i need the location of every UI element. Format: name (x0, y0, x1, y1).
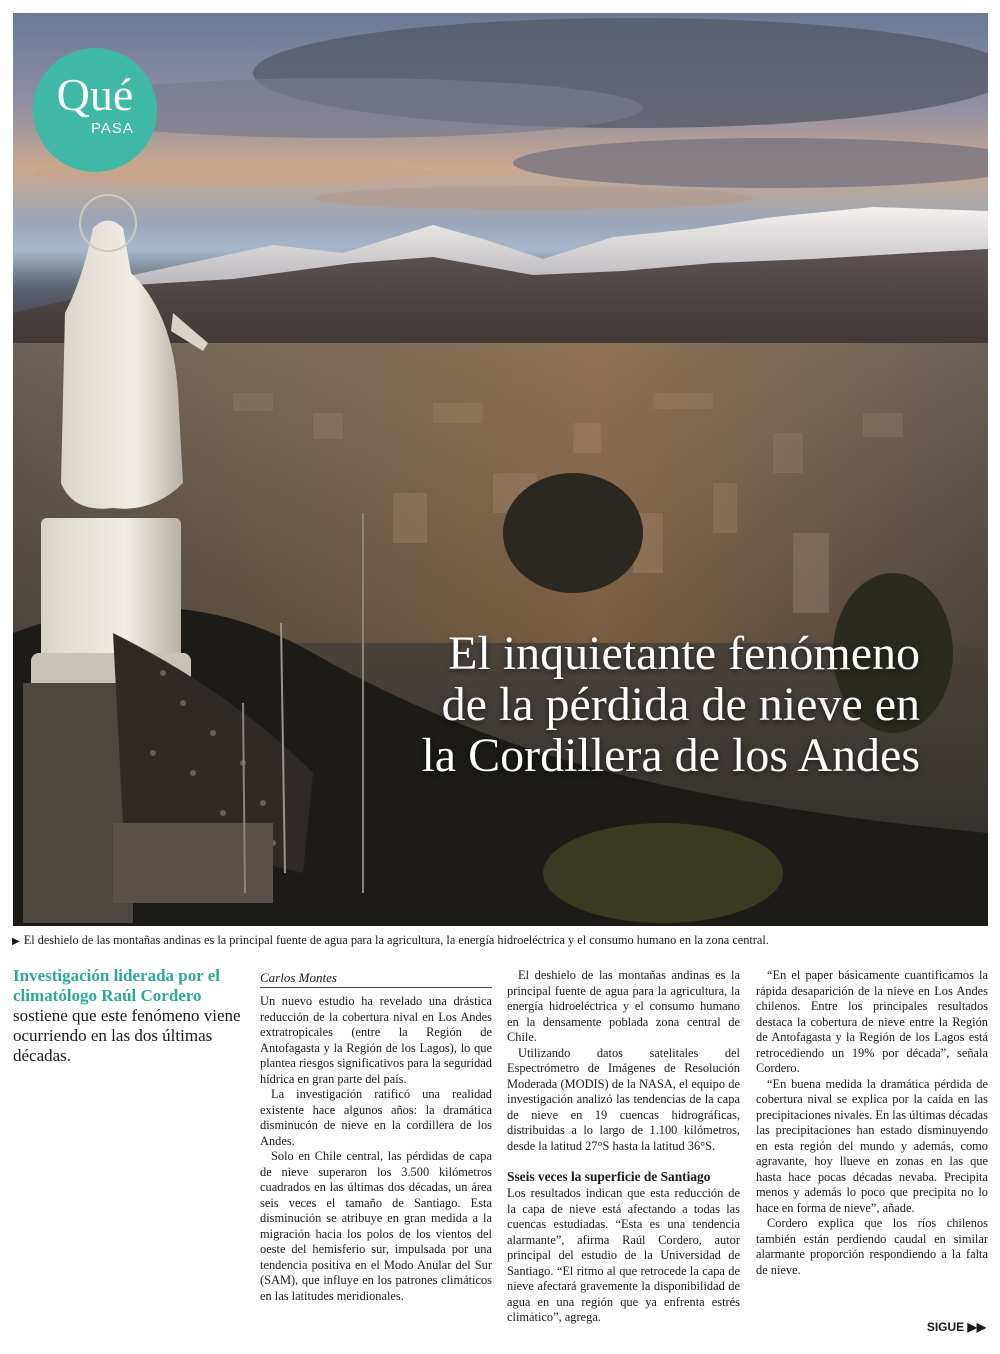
photo-caption (12, 933, 992, 949)
paragraph: Cordero explica que los ríos chilenos también están perdiendo caudal en similar alarmante proporción respondiendo a la falta de nieve. (756, 1216, 988, 1277)
que-pasa-badge (33, 48, 157, 172)
caption-text: El deshielo de las montañas andinas es la principal fuente de agua para la agricultura, la energía hidroeléctrica y el consumo humano en la zona central. (23, 933, 769, 947)
article-column-1 (260, 968, 492, 1304)
intro-lead: Investigación liderada por el climatólogo Raúl Cordero (13, 966, 220, 1005)
hero-photo (13, 13, 988, 926)
caption-arrow-icon: ▶ (12, 936, 20, 947)
headline (280, 628, 920, 781)
paragraph: Los resultados indican que esta reducción de la capa de nieve está afectando a todas las cuencas estudiadas. “Esta es una tendencia alarmante”, afirma Raúl Cordero, autor principal del estudio de la Universidad de Santiago. “El ritmo al que retrocede la capa de nieve afectará gravemente la disponibilidad de agua en una región que ya enfrenta estrés climático”, agrega. (507, 1186, 740, 1324)
paragraph: Un nuevo estudio ha revelado una drástica reducción de la cobertura nival en Los Andes extratropicales (entre la Región de Antofagasta y la Región de los Lagos), lo que plantea riesgos significativos para la seguridad hídrica en gran parte del país. (260, 994, 492, 1086)
paragraph: “En buena medida la dramática pérdida de cobertura nival se explica por la caída en las precipitaciones nivales. En las últimas décadas las precipitaciones han estado disminuyendo en esta región del mundo y además, como agravante, hoy llueve en zonas en las que hasta hace pocas décadas nevaba. Precipita menos y además lo poco que precipita no lo hace en forma de nieve”, añade. (756, 1076, 988, 1215)
paragraph: La investigación ratificó una realidad existente hace algunos años: la dramática disminucón de nieve en la cordillera de los Andes. (260, 1087, 492, 1148)
paragraph: “En el paper básicamente cuantificamos la rápida desaparición de la nieve en Los Andes chilenos. Entre los principales resultados destaca la cobertura de nieve entre la Región de Antofagasta y la Región de los Lagos está retrocediendo un 19% por década”, señala Cordero. (756, 968, 988, 1075)
headline-line3: la Cordillera de los Andes (421, 729, 920, 782)
double-arrow-icon: ▶▶ (967, 1320, 986, 1334)
paragraph: Utilizando datos satelitales del Espectrómetro de Imágenes de Resolución Moderada (MODIS) de la NASA, el equipo de investigación analizó las tendencias de la capa de nieve en 19 cuencas hidrográficas, distribuidas a lo largo de 1.100 kilómetros, desde la latitud 27°S hasta la latitud 36°S. (507, 1045, 740, 1153)
paragraph: Solo en Chile central, las pérdidas de capa de nieve superaron los 3.500 kilómetros cuadrados en las últimas dos décadas, un área seis veces el tamaño de Santiago. Esta disminución se atribuye en gran medida a la migración hacia los polos de los vientos del oeste del hemisferio sur, impulsada por una tendencia positiva en el Modo Anular del Sur (SAM), que influye en los patrones climáticos en las latitudes meridionales. (260, 1149, 492, 1303)
sigue-label: SIGUE (926, 1320, 965, 1334)
section-subhead: Sseis veces la superficie de Santiago (507, 1169, 711, 1184)
article-column-2 (507, 968, 740, 1326)
paragraph: El deshielo de las montañas andinas es la principal fuente de agua para la agricultura, la energía hidroeléctrica y el consumo humano en la densamente poblada zona central de Chile. (507, 968, 740, 1044)
article-column-3 (756, 968, 988, 1278)
badge-line1: Qué (56, 69, 134, 120)
intro-block (13, 966, 245, 1066)
intro-rest: sostiene que este fenómeno viene ocurriendo en las dos últimas décadas. (13, 1006, 241, 1065)
badge-line2: PASA (91, 120, 134, 137)
headline-line1: El inquietante fenómeno (448, 627, 920, 680)
andes-santiago-illustration (13, 13, 988, 926)
author-byline: Carlos Montes (260, 970, 492, 988)
headline-line2: de la pérdida de nieve en (441, 678, 920, 731)
continue-marker[interactable] (927, 1320, 986, 1334)
